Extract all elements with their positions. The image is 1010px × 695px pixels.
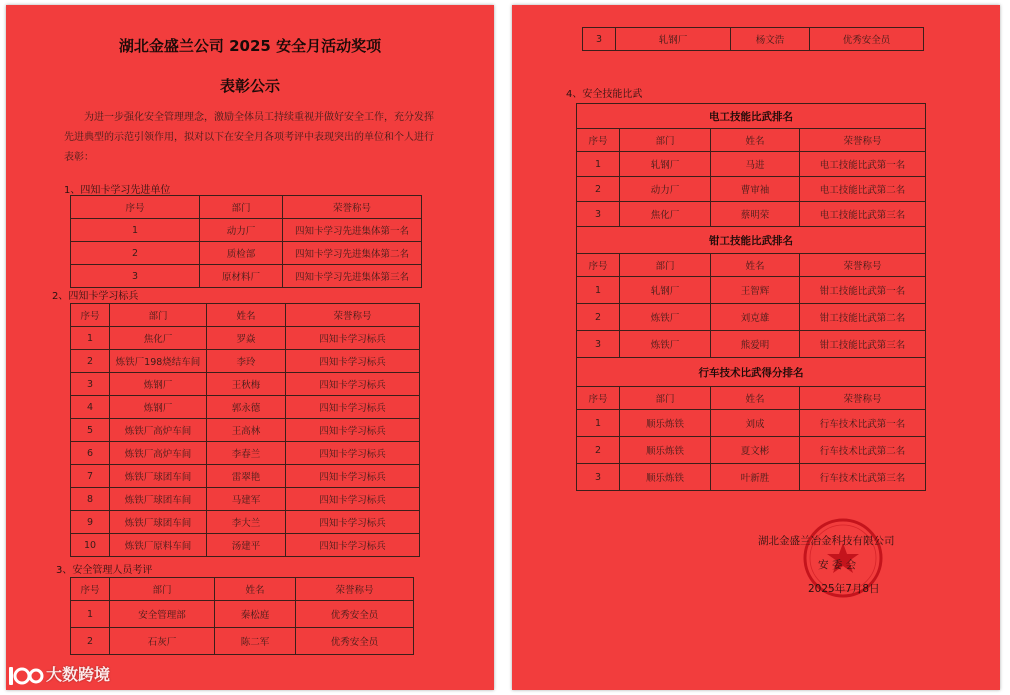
table-row (71, 511, 420, 534)
cell: 动力厂 (200, 219, 283, 242)
fitter-table-title: 钳工技能比武排名 (577, 227, 926, 254)
cell: 5 (71, 419, 110, 442)
table-header-row (577, 129, 926, 152)
cell: 王高林 (207, 419, 286, 442)
cell: 3 (577, 331, 620, 358)
cell: 石灰厂 (110, 628, 215, 655)
cell: 3 (71, 373, 110, 396)
cell: 3 (583, 28, 616, 51)
watermark-logo-icon (8, 664, 44, 688)
cell: 钳工技能比武第三名 (800, 331, 926, 358)
table-row (71, 219, 422, 242)
cell: 1 (577, 277, 620, 304)
cell: 轧钢厂 (620, 277, 711, 304)
table-row (71, 242, 422, 265)
cell: 9 (71, 511, 110, 534)
header-cell: 荣誉称号 (800, 129, 926, 152)
cell: 王秋梅 (207, 373, 286, 396)
document-subtitle: 表彰公示 (219, 77, 280, 95)
cell: 焦化厂 (620, 202, 711, 227)
table-row (577, 464, 926, 491)
table-header-row (71, 304, 420, 327)
header-cell: 姓名 (207, 304, 286, 327)
cell: 杨文浩 (731, 28, 810, 51)
table-row (71, 442, 420, 465)
table-row (71, 373, 420, 396)
table-row (577, 437, 926, 464)
electric-table-title: 电工技能比武排名 (577, 104, 926, 129)
section-3-heading: 3、安全管理人员考评 (56, 565, 153, 576)
section-1-heading: 1、四知卡学习先进单位 (64, 185, 171, 196)
cell: 炼铁厂198烧结车间 (110, 350, 207, 373)
table-row (71, 327, 420, 350)
intro-paragraph: 为进一步强化安全管理理念，激励全体员工持续重视并做好安全工作，充分发挥先进典型的示范引领作用，拟对以下在安全月各项考评中表现突出的单位和个人进行表彰： (64, 112, 434, 163)
cell: 焦化厂 (110, 327, 207, 350)
cell: 1 (71, 219, 200, 242)
header-cell: 序号 (71, 578, 110, 601)
cell: 四知卡学习标兵 (286, 419, 420, 442)
table-header-row (577, 387, 926, 410)
cell: 马建军 (207, 488, 286, 511)
cell: 刘成 (711, 410, 800, 437)
header-cell: 姓名 (215, 578, 296, 601)
cell: 炼铁厂球团车间 (110, 511, 207, 534)
cell: 四知卡学习标兵 (286, 373, 420, 396)
cell: 钳工技能比武第二名 (800, 304, 926, 331)
cell: 2 (577, 177, 620, 202)
cell: 行车技术比武第二名 (800, 437, 926, 464)
cell: 四知卡学习标兵 (286, 465, 420, 488)
signature-date: 2025年7月8日 (808, 583, 880, 595)
cell: 顺乐炼铁 (620, 437, 711, 464)
cell: 优秀安全员 (810, 28, 924, 51)
cell: 优秀安全员 (296, 628, 414, 655)
cell: 2 (71, 628, 110, 655)
cell: 熊爱明 (711, 331, 800, 358)
cell: 安全管理部 (110, 601, 215, 628)
cell: 四知卡学习标兵 (286, 511, 420, 534)
cell: 2 (577, 304, 620, 331)
cell: 炼铁厂高炉车间 (110, 419, 207, 442)
table-title-row (577, 358, 926, 387)
cell: 炼铁厂 (620, 304, 711, 331)
header-cell: 序号 (577, 129, 620, 152)
header-cell: 部门 (620, 254, 711, 277)
table-row (71, 488, 420, 511)
cell: 秦松庭 (215, 601, 296, 628)
cell: 钳工技能比武第一名 (800, 277, 926, 304)
table-row (577, 202, 926, 227)
header-cell: 序号 (577, 254, 620, 277)
cell: 马进 (711, 152, 800, 177)
cell: 1 (71, 327, 110, 350)
header-cell: 序号 (71, 196, 200, 219)
cell: 夏文彬 (711, 437, 800, 464)
cell: 2 (71, 242, 200, 265)
header-cell: 序号 (71, 304, 110, 327)
cell: 1 (577, 152, 620, 177)
header-cell: 姓名 (711, 129, 800, 152)
cell: 四知卡学习标兵 (286, 350, 420, 373)
cell: 炼铁厂高炉车间 (110, 442, 207, 465)
cell: 2 (71, 350, 110, 373)
cell: 电工技能比武第三名 (800, 202, 926, 227)
cell: 四知卡学习标兵 (286, 442, 420, 465)
cell: 罗焱 (207, 327, 286, 350)
cell: 顺乐炼铁 (620, 464, 711, 491)
cell: 7 (71, 465, 110, 488)
table-title-row (577, 227, 926, 254)
cell: 叶新胜 (711, 464, 800, 491)
table-header-row (71, 578, 414, 601)
cell: 雷翠艳 (207, 465, 286, 488)
cell: 1 (577, 410, 620, 437)
cell: 汤建平 (207, 534, 286, 557)
cell: 2 (577, 437, 620, 464)
cell: 炼钢厂 (110, 396, 207, 419)
cell: 6 (71, 442, 110, 465)
table-row (577, 331, 926, 358)
left-page (6, 5, 494, 690)
table-row (71, 534, 420, 557)
cell: 炼铁厂原料车间 (110, 534, 207, 557)
cell: 四知卡学习标兵 (286, 396, 420, 419)
cell: 四知卡学习标兵 (286, 327, 420, 350)
header-cell: 荣誉称号 (296, 578, 414, 601)
model-workers-table (70, 303, 420, 557)
section-2-heading: 2、四知卡学习标兵 (52, 291, 139, 302)
header-cell: 序号 (577, 387, 620, 410)
table-row (71, 396, 420, 419)
document-title: 湖北金盛兰公司 2025 安全月活动奖项 (118, 37, 382, 55)
cell: 原材料厂 (200, 265, 283, 288)
header-cell: 部门 (200, 196, 283, 219)
cell: 四知卡学习标兵 (286, 534, 420, 557)
cell: 轧钢厂 (620, 152, 711, 177)
cell: 曹审袖 (711, 177, 800, 202)
cell: 质检部 (200, 242, 283, 265)
table-row (583, 28, 924, 51)
cell: 3 (577, 202, 620, 227)
cell: 4 (71, 396, 110, 419)
cell: 轧钢厂 (616, 28, 731, 51)
table-row (71, 628, 414, 655)
signature-committee: 安 委 会 (818, 559, 857, 571)
watermark-text: 大数跨境 (46, 665, 111, 684)
table-row (71, 265, 422, 288)
table-row (71, 465, 420, 488)
header-cell: 荣誉称号 (800, 254, 926, 277)
cell: 行车技术比武第一名 (800, 410, 926, 437)
crane-table-title: 行车技术比武得分排名 (577, 358, 926, 387)
cell: 优秀安全员 (296, 601, 414, 628)
table-row (71, 419, 420, 442)
table-row (577, 410, 926, 437)
table-title-row (577, 104, 926, 129)
cell: 李春兰 (207, 442, 286, 465)
cell: 四知卡学习先进集体第二名 (283, 242, 422, 265)
header-cell: 荣誉称号 (286, 304, 420, 327)
table-header-row (71, 196, 422, 219)
signature-company: 湖北金盛兰冶金科技有限公司 (758, 535, 895, 547)
header-cell: 部门 (620, 387, 711, 410)
cell: 8 (71, 488, 110, 511)
header-cell: 部门 (110, 304, 207, 327)
header-cell: 荣誉称号 (283, 196, 422, 219)
cell: 炼钢厂 (110, 373, 207, 396)
cell: 陈二军 (215, 628, 296, 655)
cell: 王智辉 (711, 277, 800, 304)
cell: 10 (71, 534, 110, 557)
cell: 李玲 (207, 350, 286, 373)
cell: 四知卡学习标兵 (286, 488, 420, 511)
table-row (71, 601, 414, 628)
header-cell: 部门 (620, 129, 711, 152)
table-row (577, 177, 926, 202)
cell: 电工技能比武第一名 (800, 152, 926, 177)
cell: 3 (71, 265, 200, 288)
cell: 四知卡学习先进集体第三名 (283, 265, 422, 288)
cell: 3 (577, 464, 620, 491)
cell: 蔡明荣 (711, 202, 800, 227)
cell: 1 (71, 601, 110, 628)
section-4-heading: 4、安全技能比武 (566, 89, 643, 100)
table-row (577, 277, 926, 304)
table-row (577, 304, 926, 331)
table-header-row (577, 254, 926, 277)
cell: 四知卡学习先进集体第一名 (283, 219, 422, 242)
cell: 刘克雄 (711, 304, 800, 331)
table-row (71, 350, 420, 373)
cell: 炼铁厂球团车间 (110, 465, 207, 488)
safety-officers-table (70, 577, 414, 655)
cell: 行车技术比武第三名 (800, 464, 926, 491)
header-cell: 荣誉称号 (800, 387, 926, 410)
header-cell: 姓名 (711, 254, 800, 277)
cell: 郭永德 (207, 396, 286, 419)
right-page (512, 5, 1000, 690)
cell: 李大兰 (207, 511, 286, 534)
skills-competition-table (576, 103, 926, 491)
table-row (577, 152, 926, 177)
header-cell: 姓名 (711, 387, 800, 410)
cell: 炼铁厂 (620, 331, 711, 358)
safety-officers-table-continued (582, 27, 924, 51)
cell: 顺乐炼铁 (620, 410, 711, 437)
cell: 炼铁厂球团车间 (110, 488, 207, 511)
cell: 电工技能比武第二名 (800, 177, 926, 202)
units-table (70, 195, 422, 288)
cell: 动力厂 (620, 177, 711, 202)
header-cell: 部门 (110, 578, 215, 601)
